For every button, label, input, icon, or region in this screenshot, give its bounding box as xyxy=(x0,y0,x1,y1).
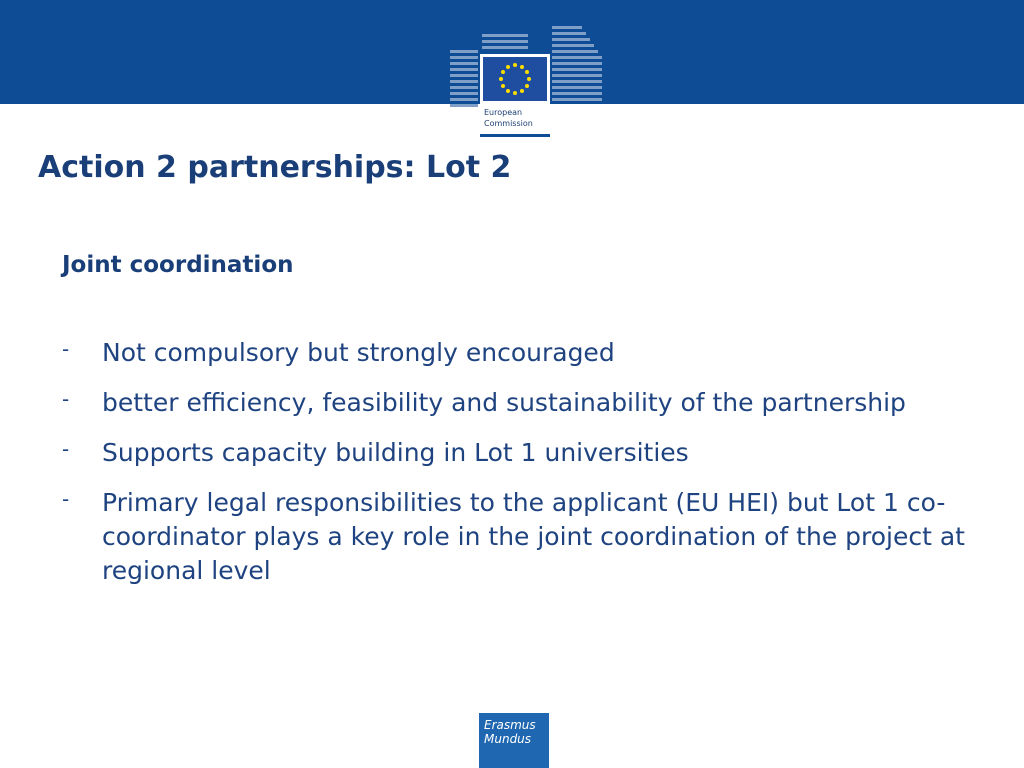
section-heading: Joint coordination xyxy=(62,252,294,278)
bullet-text: better efficiency, feasibility and sustainability of the partnership xyxy=(102,388,906,417)
list-item xyxy=(62,436,982,470)
bullet-dash: - xyxy=(62,337,70,361)
page-title: Action 2 partnerships: Lot 2 xyxy=(38,150,512,185)
erasmus-logo-line2: Mundus xyxy=(484,732,532,746)
logo-caption xyxy=(480,104,550,138)
bullet-list xyxy=(62,336,982,604)
bullet-text: Supports capacity building in Lot 1 universities xyxy=(102,438,689,467)
list-item xyxy=(62,386,982,420)
bullet-dash: - xyxy=(62,437,70,461)
list-item xyxy=(62,486,982,588)
logo-text-line1: European xyxy=(484,108,523,117)
bullet-dash: - xyxy=(62,387,70,411)
list-item xyxy=(62,336,982,370)
bullet-dash: - xyxy=(62,487,70,511)
erasmus-logo-line1: Erasmus xyxy=(484,718,536,732)
bullet-text: Primary legal responsibilities to the applicant (EU HEI) but Lot 1 co-coordinator plays a key role in the joint coordination of the project at regional level xyxy=(102,488,965,585)
logo-text-line2: Commission xyxy=(484,119,533,128)
logo-underline xyxy=(480,134,550,137)
bullet-text: Not compulsory but strongly encouraged xyxy=(102,338,615,367)
erasmus-mundus-logo xyxy=(479,713,549,768)
